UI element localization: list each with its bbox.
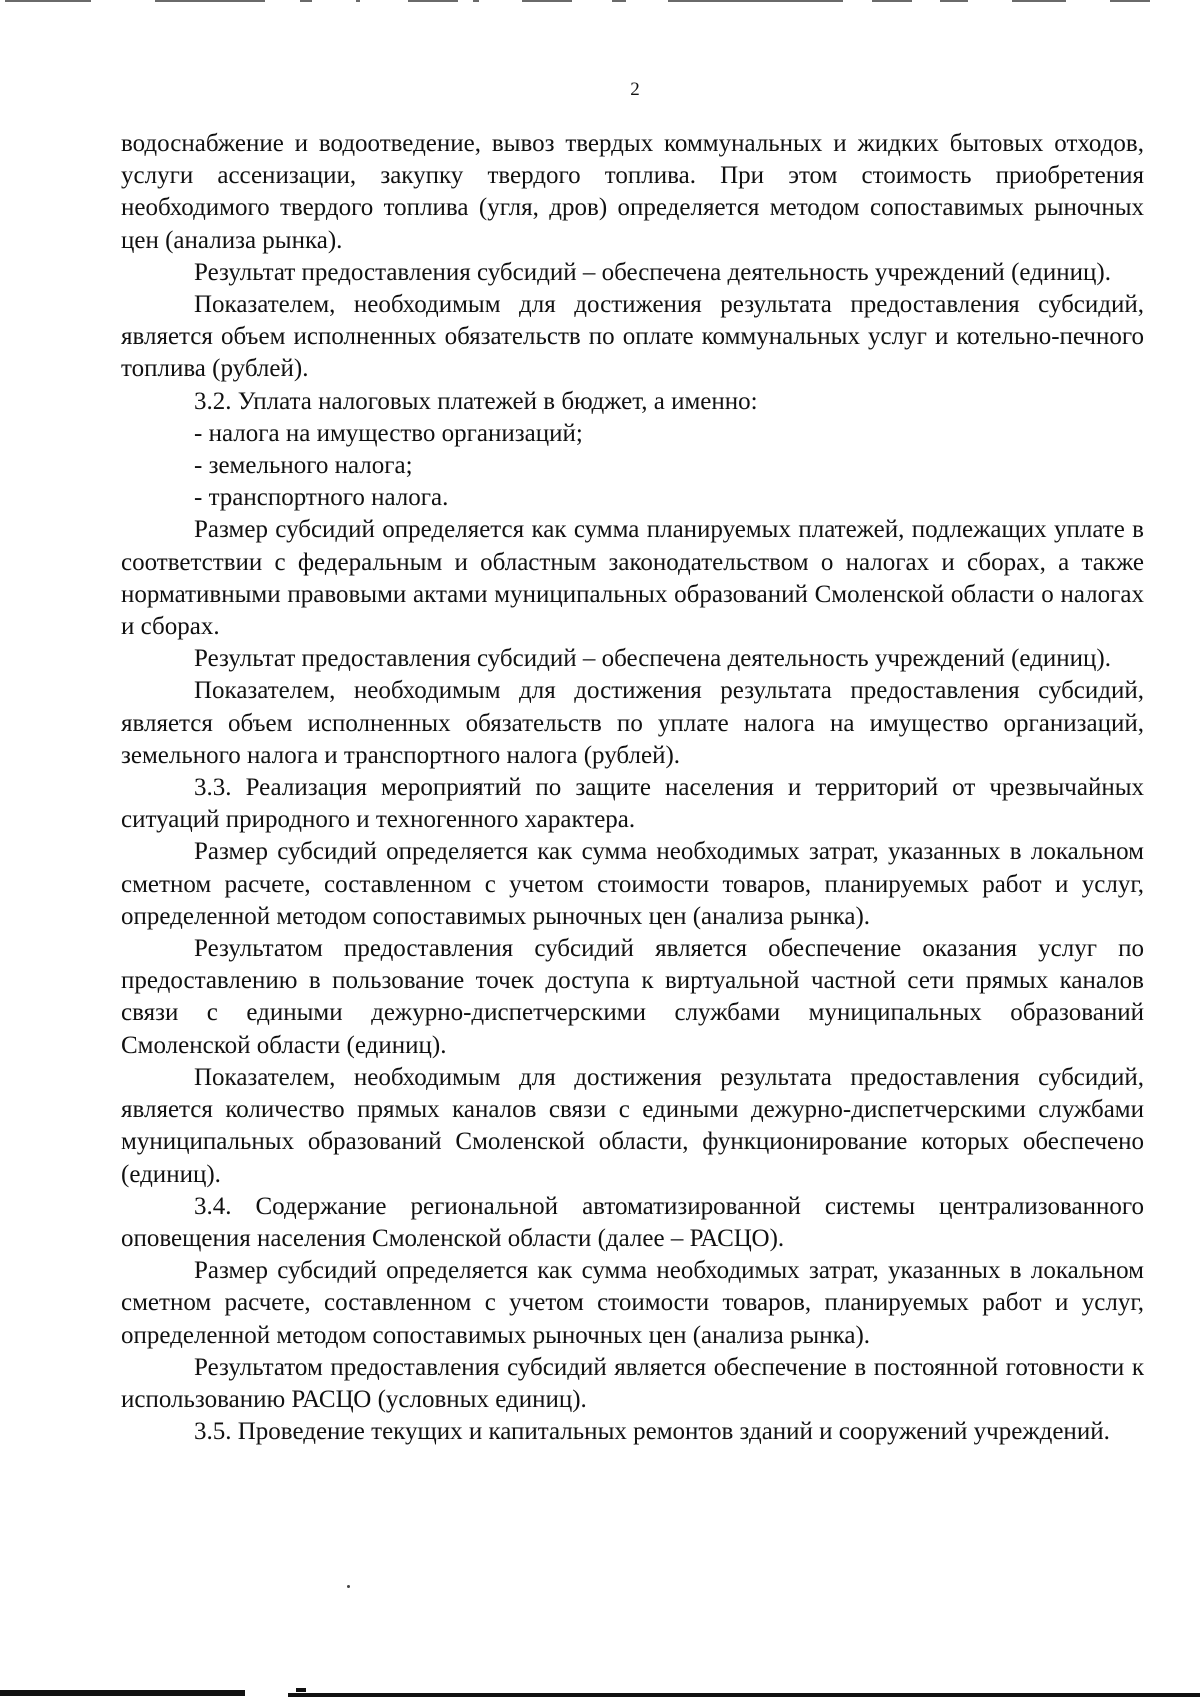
page-number: 2 <box>630 79 640 100</box>
scan-edge-bottom <box>0 1688 1200 1698</box>
paragraph-9: Результат предоставления субсидий – обеспечена деятельность учреждений (единиц). <box>194 645 1111 673</box>
paragraph-8: Размер субсидий определяется как сумма планируемых платежей, подлежащих уплате в соответствии с федеральным и областным законодательством о налогах и сборах, а также нормативными правовыми актами муниципальных образований Смоленской области о налогах и сборах. <box>121 516 1144 641</box>
document-body <box>121 128 1144 1448</box>
paragraph-16: Размер субсидий определяется как сумма необходимых затрат, указанных в локальном сметном расчете, составленном с учетом стоимости товаров, планируемых работ и услуг, определенной методом сопоставимых рыночных цен (анализа рынка). <box>121 1257 1144 1349</box>
paragraph-7: - транспортного налога. <box>194 484 449 512</box>
paragraph-18: 3.5. Проведение текущих и капитальных ремонтов зданий и сооружений учреждений. <box>194 1418 1110 1446</box>
paragraph-4: 3.2. Уплата налоговых платежей в бюджет, а именно: <box>194 387 758 415</box>
paragraph-1: водоснабжение и водоотведение, вывоз твердых коммунальных и жидких бытовых отходов, услуги ассенизации, закупку твердого топлива. При этом стоимость приобретения необходимого твердого топлива (угля, дров) определяется методом сопоставимых рыночных цен (анализа рынка). <box>121 130 1144 254</box>
paragraph-17: Результатом предоставления субсидий является обеспечение в постоянной готовности к использованию РАСЦО (условных единиц). <box>121 1353 1144 1413</box>
paragraph-6: - земельного налога; <box>194 452 413 480</box>
scan-edge-top <box>0 0 1200 4</box>
paragraph-11: 3.3. Реализация мероприятий по защите населения и территорий от чрезвычайных ситуаций природного и техногенного характера. <box>121 774 1144 834</box>
paragraph-10: Показателем, необходимым для достижения результата предоставления субсидий, является объем исполненных обязательств по уплате налога на имущество организаций, земельного налога и транспортного налога (рублей). <box>121 677 1144 769</box>
paragraph-14: Показателем, необходимым для достижения результата предоставления субсидий, является количество прямых каналов связи с едиными дежурно-диспетчерскими службами муниципальных образований Смоленской области, функционирование которых обеспечено (единиц). <box>121 1063 1144 1188</box>
scan-speck <box>347 1585 350 1588</box>
paragraph-2: Результат предоставления субсидий – обеспечена деятельность учреждений (единиц). <box>194 258 1111 286</box>
paragraph-15: 3.4. Содержание региональной автоматизированной системы централизованного оповещения населения Смоленской области (далее – РАСЦО). <box>121 1192 1144 1252</box>
paragraph-5: - налога на имущество организаций; <box>194 419 583 447</box>
paragraph-13: Результатом предоставления субсидий является обеспечение оказания услуг по предоставлению в пользование точек доступа к виртуальной частной сети прямых каналов связи с едиными дежурно-диспетчерскими службами муниципальных образований Смоленской области (единиц). <box>121 935 1144 1059</box>
paragraph-12: Размер субсидий определяется как сумма необходимых затрат, указанных в локальном сметном расчете, составленном с учетом стоимости товаров, планируемых работ и услуг, определенной методом сопоставимых рыночных цен (анализа рынка). <box>121 838 1144 930</box>
paragraph-3: Показателем, необходимым для достижения результата предоставления субсидий, является объем исполненных обязательств по оплате коммунальных услуг и котельно-печного топлива (рублей). <box>121 291 1144 383</box>
